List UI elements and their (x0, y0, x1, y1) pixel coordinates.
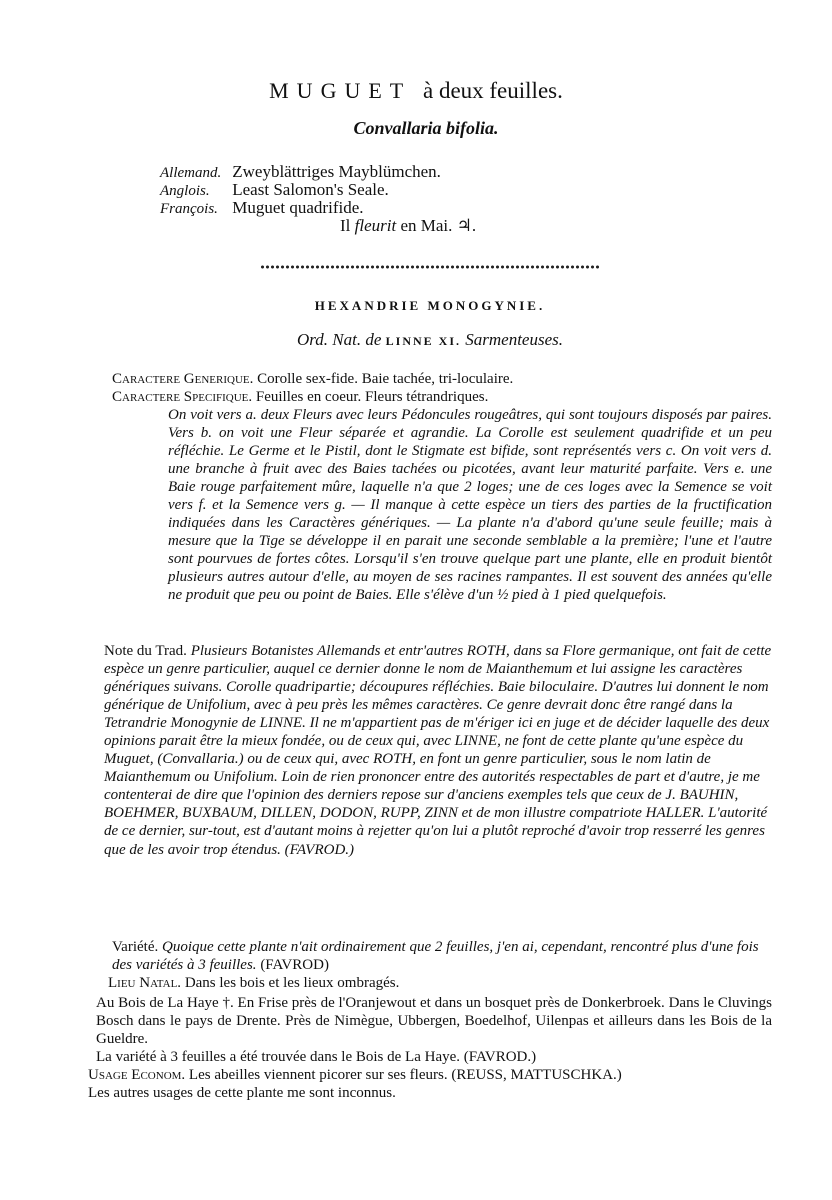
generic-label: Caractere Generique. (112, 371, 254, 387)
specific-character (112, 388, 772, 406)
plate-description: On voit vers a. deux Fleurs avec leurs Pédoncules rougeâtres, qui sont toujours disposés par paires. Vers b. on voit une Fleur séparée et agrandie. La Corolle est seulement quadrifide et un peu réfléchie. Le Germe et le Pistil, dont le Stigmate est bifide, sont représentés vers c. On voit vers d. une branche à fruit avec des Baies tachées ou picotées, avant leur maturité parfaite. Vers e. une Baie rouge parfaitement mûre, laquelle n'a que 2 loges; une de ces loges avec la Semence se voit vers f. et la Semence vers g. — Il manque à cette espèce un tiers des parties de la fructification indiquées dans les Caractères génériques. — La plante n'a d'abord qu'une seule feuille; mais à mesure que la Tige se développe il en parait une seconde semblable a la première; l'une et l'autre sont pourvues de fortes côtes. Lorsqu'il s'en trouve quelque part une plante, elle en produit bientôt plusieurs autres autour d'elle, au moyen de ses racines rampantes. Il est souvent des années qu'elle ne produit que peu ou point de Baies. Elle s'élève d'un ½ pied à 1 pied quelquefois. (168, 407, 772, 604)
generic-text: Corolle sex-fide. Baie tachée, tri-loculaire. (257, 371, 514, 387)
page-title (0, 78, 832, 104)
usage-text-2: Les autres usages de cette plante me sont inconnus. (88, 1085, 396, 1101)
lang-name: Muguet quadrifide. (232, 198, 364, 217)
note-text: Plusieurs Botanistes Allemands et entr'autres ROTH, dans sa Flore germanique, ont fait de cette espèce un genre particulier, auquel ce dernier donne le nom de Maianthemum et lui assigne les caractères génériques suivans. Corolle quadripartie; découpures réfléchies. Baie biloculaire. D'autres lui donnent le nom générique de Unifolium, avec à peu près les mêmes caractères. Ce genre devrait donc être rangé dans la Tetrandrie Monogynie de LINNE. Il ne m'appartient pas de m'ériger ici en juge et de décider laquelle des deux opinions parait être la mieux fondée, ou de ceux qui, avec LINNE, ne font de cette plante qu'une espèce du Muguet, (Convallaria.) ou de ceux qui, avec ROTH, en font un genre particulier, sous le nom latin de Maianthemum ou Unifolium. Loin de rien prononcer entre des autorités respectables de part et d'autre, je me contenterai de dire que l'opinion des derniers repose sur d'anciens exemples tels que ceux de J. BAUHIN, BOEHMER, BUXBAUM, DILLEN, DODON, RUPP, ZINN et de mon illustre compatriote HALLER. L'autorité de ce dernier, sur-tout, est d'autant moins à rejetter qu'on lui a plutôt reproché d'avoir trop resserré les genres que de les avoir trop étendus. (FAVROD.) (104, 643, 772, 858)
habitat-label: Lieu Natal. (108, 975, 182, 991)
name-french (160, 198, 364, 218)
translator-note (104, 642, 772, 859)
order-prefix: Ord. Nat. de (297, 330, 382, 349)
name-german (160, 162, 441, 182)
dotted-divider (260, 264, 600, 270)
generic-character (112, 370, 772, 388)
note-label: Note du Trad. (104, 643, 187, 659)
lang-label: Allemand. (160, 165, 222, 181)
economic-use (88, 1066, 778, 1102)
flowering-pre: Il (340, 216, 351, 235)
localities (96, 994, 772, 1066)
usage-label: Usage Econom. (88, 1067, 186, 1083)
name-english (160, 180, 389, 200)
variety-label: Variété. (112, 939, 159, 955)
flowering-verb: fleurit (354, 216, 397, 235)
lang-label: François. (160, 201, 218, 217)
order-author: LINNE XI. (385, 334, 461, 348)
localities-text: Au Bois de La Haye †. En Frise près de l'Oranjewout et dans un bosquet près de Donkerbroek. Dans le Cluvings Bosch dans le pays de Drente. Près de Nimègue, Ubbergen, Boedelhof, Uilenpas et ailleurs dans les Bois de la Gueldre. (96, 995, 772, 1047)
variety-paragraph (112, 938, 772, 974)
lang-label: Anglois. (160, 183, 210, 199)
specific-label: Caractere Specifique. (112, 389, 253, 405)
habitat (108, 974, 772, 992)
habitat-text: Dans les bois et les lieux ombragés. (184, 975, 400, 991)
variety-credit: (FAVROD) (260, 957, 329, 973)
lang-name: Least Salomon's Seale. (232, 180, 389, 199)
variety-text: Quoique cette plante n'ait ordinairement que 2 feuilles, j'en ai, cependant, rencontré plus d'une fois des variétés à 3 feuilles. (112, 939, 759, 973)
flowering-post: en Mai. (400, 216, 453, 235)
latin-name: Convallaria bifolia. (353, 118, 499, 138)
usage-text: Les abeilles viennent picorer sur ses fleurs. (REUSS, MATTUSCHKA.) (188, 1067, 622, 1083)
linnaean-class: HEXANDRIE MONOGYNIE. (314, 298, 546, 313)
order-name: Sarmenteuses. (465, 330, 563, 349)
title-epithet: à deux feuilles. (422, 78, 563, 103)
perennial-symbol: ♃. (456, 216, 477, 235)
natural-order (0, 330, 832, 350)
flowering-time (340, 216, 476, 236)
specific-text: Feuilles en coeur. Fleurs tétrandriques. (255, 389, 489, 405)
title-genus: MUGUET (269, 78, 412, 103)
lang-name: Zweyblättriges Mayblümchen. (232, 162, 441, 181)
variety-found-text: La variété à 3 feuilles a été trouvée dans le Bois de La Haye. (FAVROD.) (96, 1049, 537, 1065)
